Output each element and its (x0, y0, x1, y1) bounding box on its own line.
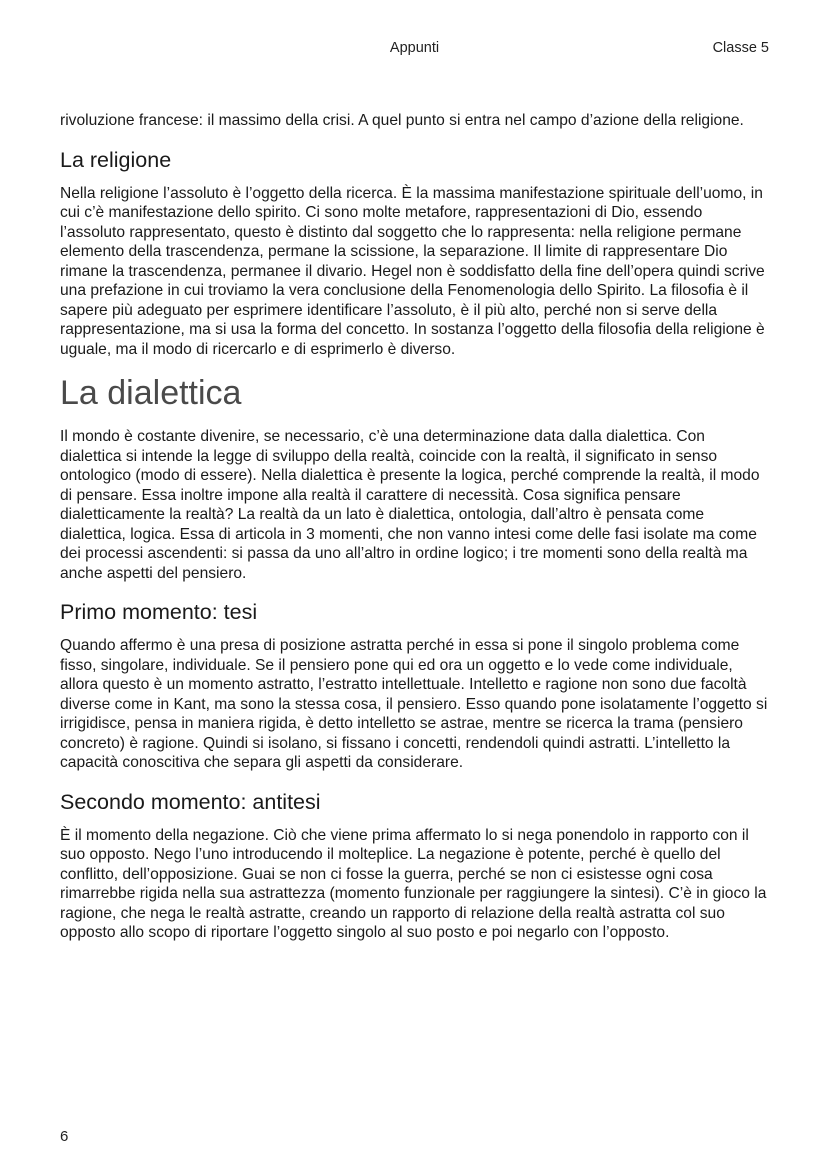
section-heading-religione: La religione (60, 147, 172, 172)
section-heading-antitesi: Secondo momento: antitesi (60, 789, 321, 814)
tesi-paragraph: Quando affermo è una presa di posizione astratta perché in essa si pone il singolo problema come fisso, singolare, individuale. Se il pensiero pone qui ed ora un oggetto e lo vede come individuale, allora questo è un momento astratto, l’estratto intellettuale. Intelletto e ragione non sono due facoltà diverse come in Kant, ma sono la stessa cosa, il pensiero. Esso quando pone isolatamente l’oggetto si irrigidisce, pensa in maniera rigida, è detto intelletto se astrae, mentre se ricerca la trama (pensiero concreto) è ragione. Quindi si isolano, si fissano i concetti, rendendoli quindi astratti. L’intelletto la capacità conoscitiva che separa gli aspetti da considerare. (60, 637, 768, 771)
page-header (60, 40, 769, 60)
page-number: 6 (60, 1128, 69, 1145)
chapter-heading-dialettica: La dialettica (60, 374, 242, 412)
antitesi-paragraph: È il momento della negazione. Ciò che viene prima affermato lo si nega ponendolo in rapporto con il suo opposto. Nego l’uno introducendo il molteplice. La negazione è potente, perché è quello del conflitto, dell’opposizione. Guai se non ci fosse la guerra, perché se non ci esistesse ogni cosa rimarrebbe rigida nella sua astrattezza (momento funzionale per raggiungere la sintesi). C’è in gioco la ragione, che nega le realtà astratte, creando un rapporto di relazione della realtà astratta col suo opposto allo scopo di riportare l’oggetto singolo al suo posto e poi negarlo con l’opposto. (60, 826, 767, 941)
intro-paragraph: rivoluzione francese: il massimo della crisi. A quel punto si entra nel campo d’azione della religione. (60, 112, 744, 129)
religione-paragraph: Nella religione l’assoluto è l’oggetto della ricerca. È la massima manifestazione spirituale dell’uomo, in cui c’è manifestazione dello spirito. Ci sono molte metafore, rappresentazioni di Dio, essendo l’assoluto rappresentato, questo è distinto dal soggetto che lo rappresenta: nella religione permane elemento della trascendenza, permane la scissione, la separazione. Il limite di rappresentare Dio rimane la trascendenza, permanee il divario. Hegel non è soddisfatto della fine dell’opera quindi scrive una prefazione in cui troviamo la vera conclusione della Fenomenologia dello Spirito. La filosofia è il sapere più adeguato per esprimere identificare l’assoluto, è il più alto, perché non si serve della rappresentazione, ma si usa la forma del concetto. In sostanza l’oggetto della filosofia della religione è uguale, ma il modo di ricercarlo e di esprimerlo è diverso. (60, 184, 765, 358)
header-class-label: Classe 5 (712, 40, 769, 56)
header-title: Appunti (389, 40, 440, 56)
section-heading-tesi: Primo momento: tesi (60, 600, 258, 624)
document-body (60, 111, 770, 943)
dialettica-paragraph: Il mondo è costante divenire, se necessario, c’è una determinazione data dalla dialettica. Con dialettica si intende la legge di sviluppo della realtà, coincide con la realtà, il significato in senso ontologico (modo di essere). Nella dialettica è presente la logica, perché comprende la realtà, il modo di pensare. Essa inoltre impone alla realtà il carattere di necessità. Cosa significa pensare dialetticamente la realtà? La realtà da un lato è dialettica, ontologia, dall’altro è pensata come dialettica, logica. Essa di articola in 3 momenti, che non vanno intesi come delle fasi isolate ma come dei processi ascendenti: si passa da uno all’altro in ordine logico; i tre momenti sono della realtà ma anche aspetti del pensiero. (60, 428, 760, 582)
